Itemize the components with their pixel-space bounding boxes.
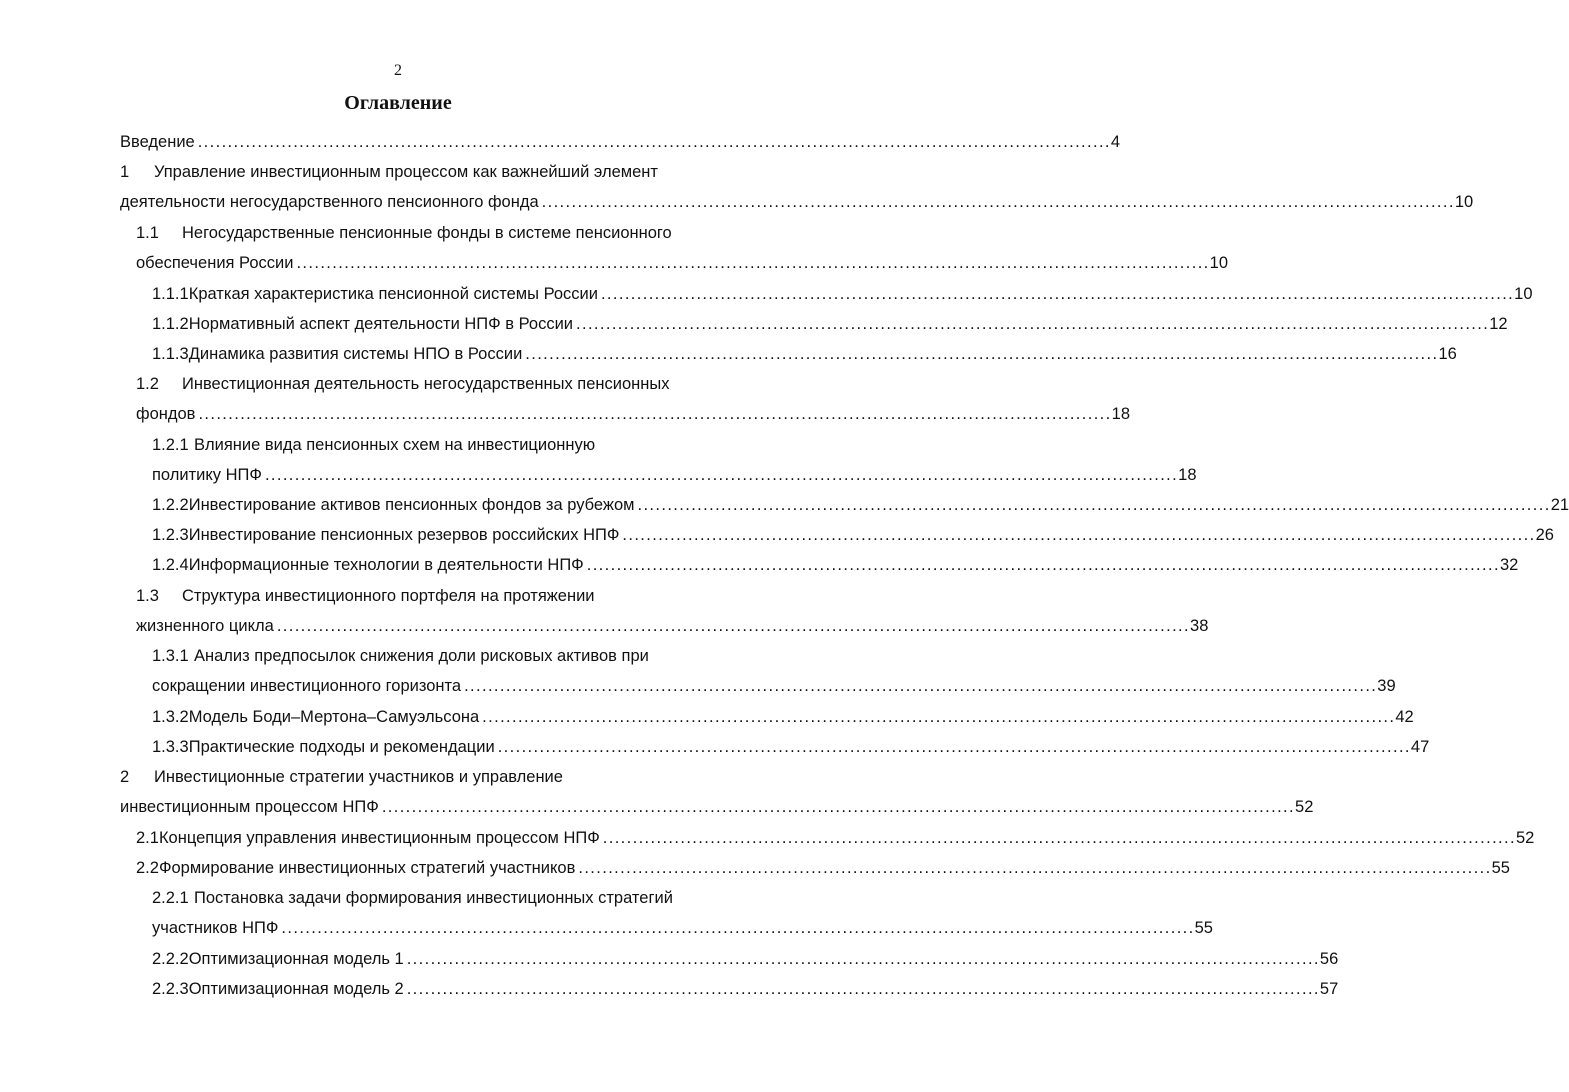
toc-entry-1-2-1-line2[interactable] — [152, 460, 1197, 490]
toc-entry-text: обеспечения России — [136, 254, 294, 272]
toc-entry-text: жизненного цикла — [136, 617, 274, 635]
toc-entry-page: 12 — [1489, 315, 1508, 333]
toc-entry-1-1-line2[interactable] — [136, 248, 1229, 278]
toc-entry-number: 1.2.2 — [152, 496, 189, 514]
toc-entry-text: Модель Боди–Мертона–Самуэльсона — [188, 708, 480, 726]
toc-entry-1-3-line2[interactable] — [136, 611, 1209, 641]
toc-entry-text: Структура инвестиционного портфеля на протяжении — [182, 587, 595, 605]
toc-entry-page: 18 — [1111, 405, 1130, 423]
toc-entry-text: Введение — [120, 133, 195, 151]
toc-entry-text: Формирование инвестиционных стратегий участников — [158, 859, 576, 877]
toc-entry-text: Инвестирование активов пенсионных фондов за рубежом — [188, 496, 635, 514]
toc-entry-1-3-3[interactable] — [152, 732, 1430, 762]
toc-entry-1-3-1-line2[interactable] — [152, 671, 1396, 701]
toc-entry-number: 1 — [120, 163, 130, 181]
toc-entry-1-3-2[interactable] — [152, 702, 1414, 732]
toc-entry-1-2-line1[interactable] — [136, 369, 724, 399]
dot-leader — [281, 913, 1191, 943]
toc-entry-page: 32 — [1499, 556, 1519, 574]
toc-entry-number: 1.1.2 — [152, 315, 189, 333]
page-number: 2 — [394, 62, 402, 79]
toc-entry-page: 16 — [1438, 345, 1457, 363]
dot-leader — [601, 279, 1511, 309]
toc-entry-number: 1.1.3 — [152, 345, 189, 363]
toc-entry-2-2[interactable] — [136, 853, 1510, 883]
toc-entry-page: 42 — [1395, 708, 1414, 726]
dot-leader — [498, 732, 1408, 762]
toc-entry-number: 1.2.1 — [152, 436, 189, 454]
toc-entry-number: 2.2.2 — [152, 950, 189, 968]
toc-entry-text: фондов — [136, 405, 196, 423]
toc-entry-number: 1.2 — [136, 375, 159, 393]
toc-entry-text: Управление инвестиционным процессом как важнейший элемент — [154, 163, 658, 181]
dot-leader — [578, 853, 1488, 883]
toc-entry-page: 47 — [1410, 738, 1430, 756]
toc-entry-number: 2.2.1 — [152, 889, 189, 907]
toc-entry-text: Динамика развития системы НПО в России — [188, 345, 523, 363]
toc-entry-1-2-2[interactable] — [152, 490, 1569, 520]
dot-leader — [587, 550, 1497, 580]
toc-entry-page: 10 — [1454, 193, 1474, 211]
toc-entry-text: Оптимизационная модель 1 — [188, 950, 404, 968]
toc-entry-text: Негосударственные пенсионные фонды в системе пенсионного — [182, 224, 672, 242]
toc-entry-page: 56 — [1319, 950, 1339, 968]
toc-entry-1-2-line2[interactable] — [136, 399, 1130, 429]
toc-entry-page: 18 — [1178, 466, 1197, 484]
toc-entry-1-3-1-line1[interactable] — [152, 641, 724, 671]
dot-leader — [198, 399, 1108, 429]
toc-entry-number: 2 — [120, 768, 130, 786]
dot-leader — [622, 520, 1532, 550]
toc-entry-page: 26 — [1535, 526, 1554, 544]
toc-entry-2-line2[interactable] — [120, 792, 1314, 822]
toc-entry-1-1-line1[interactable] — [136, 218, 724, 248]
dot-leader — [265, 460, 1175, 490]
toc-entry-number: 1.2.4 — [152, 556, 189, 574]
toc-entry-text: участников НПФ — [152, 919, 279, 937]
dot-leader — [464, 671, 1374, 701]
toc-entry-text: Концепция управления инвестиционным процессом НПФ — [158, 829, 600, 847]
toc-entry-number: 1.3 — [136, 587, 159, 605]
toc-entry-1-2-1-line1[interactable] — [152, 430, 724, 460]
toc-entry-text: Инвестиционные стратегии участников и управление — [154, 768, 563, 786]
toc-entry-text: Краткая характеристика пенсионной системы России — [188, 285, 598, 303]
dot-leader — [576, 309, 1486, 339]
toc-entry-page: 57 — [1319, 980, 1339, 998]
toc-entry-number: 1.3.1 — [152, 647, 189, 665]
toc-entry-text: деятельности негосударственного пенсионного фонда — [120, 193, 539, 211]
dot-leader — [525, 339, 1435, 369]
toc-entry-number: 1.3.2 — [152, 708, 189, 726]
dot-leader — [603, 823, 1513, 853]
toc-entry-text: Инвестирование пенсионных резервов российских НПФ — [188, 526, 620, 544]
toc-entry-2-2-3[interactable] — [152, 974, 1339, 1004]
toc-entry-1-line2[interactable] — [120, 187, 1474, 217]
toc-entry-2-2-1-line2[interactable] — [152, 913, 1213, 943]
dot-leader — [382, 792, 1292, 822]
toc-entry-page: 10 — [1514, 285, 1533, 303]
toc-entry-text: инвестиционным процессом НПФ — [120, 798, 379, 816]
toc-entry-page: 38 — [1190, 617, 1209, 635]
dot-leader — [296, 248, 1206, 278]
toc-entry-page: 10 — [1209, 254, 1229, 272]
toc-entry-text: политику НПФ — [152, 466, 262, 484]
toc-entry-text: Информационные технологии в деятельности НПФ — [188, 556, 584, 574]
toc-entry-number: 1.1.1 — [152, 285, 189, 303]
toc-entry-number: 2.2 — [136, 859, 159, 877]
toc-entry-number: 1.1 — [136, 224, 159, 242]
toc-entry-2-2-1-line1[interactable] — [152, 883, 724, 913]
toc-entry-1-2-4[interactable] — [152, 550, 1519, 580]
dot-leader — [277, 611, 1187, 641]
dot-leader — [407, 944, 1317, 974]
toc-entry-number: 1.3.3 — [152, 738, 189, 756]
toc-entry-text: Практические подходы и рекомендации — [188, 738, 495, 756]
toc-entry-2-line1[interactable] — [120, 762, 724, 792]
dot-leader — [542, 187, 1452, 217]
toc-entry-1-line1[interactable] — [120, 157, 724, 187]
toc-entry-2-1[interactable] — [136, 823, 1535, 853]
dot-leader — [638, 490, 1548, 520]
toc-entry-number: 2.2.3 — [152, 980, 189, 998]
toc-entry-text: Влияние вида пенсионных схем на инвестиционную — [194, 436, 596, 454]
dot-leader — [407, 974, 1317, 1004]
toc-entry-1-2-3[interactable] — [152, 520, 1554, 550]
toc-entry-1-1-3[interactable] — [152, 339, 1457, 369]
toc-entry-text: Постановка задачи формирования инвестиционных стратегий — [194, 889, 673, 907]
toc-entry-page: 21 — [1550, 496, 1569, 514]
toc-entry-2-2-2[interactable] — [152, 944, 1339, 974]
toc-entry-page: 52 — [1295, 798, 1314, 816]
toc-entry-1-1-1[interactable] — [152, 279, 1533, 309]
toc-entry-text: Нормативный аспект деятельности НПФ в России — [188, 315, 574, 333]
page-title: Оглавление — [344, 92, 452, 114]
toc-entry-text: сокращении инвестиционного горизонта — [152, 677, 462, 695]
toc-entry-page: 39 — [1377, 677, 1396, 695]
toc-entry-page: 4 — [1110, 133, 1121, 151]
toc-entry-page: 55 — [1194, 919, 1213, 937]
toc-entry-page: 52 — [1515, 829, 1535, 847]
toc-entry-page: 55 — [1491, 859, 1510, 877]
toc-entry-number: 1.2.3 — [152, 526, 189, 544]
dot-leader — [198, 127, 1108, 157]
toc-entry-1-3-line1[interactable] — [136, 581, 724, 611]
toc-entry-1-1-2[interactable] — [152, 309, 1508, 339]
toc-entry-text: Анализ предпосылок снижения доли рисковых активов при — [194, 647, 649, 665]
dot-leader — [482, 702, 1392, 732]
toc-entry-intro[interactable] — [120, 127, 1121, 157]
toc-entry-number: 2.1 — [136, 829, 159, 847]
toc-entry-text: Оптимизационная модель 2 — [188, 980, 404, 998]
toc-entry-text: Инвестиционная деятельность негосударственных пенсионных — [182, 375, 670, 393]
